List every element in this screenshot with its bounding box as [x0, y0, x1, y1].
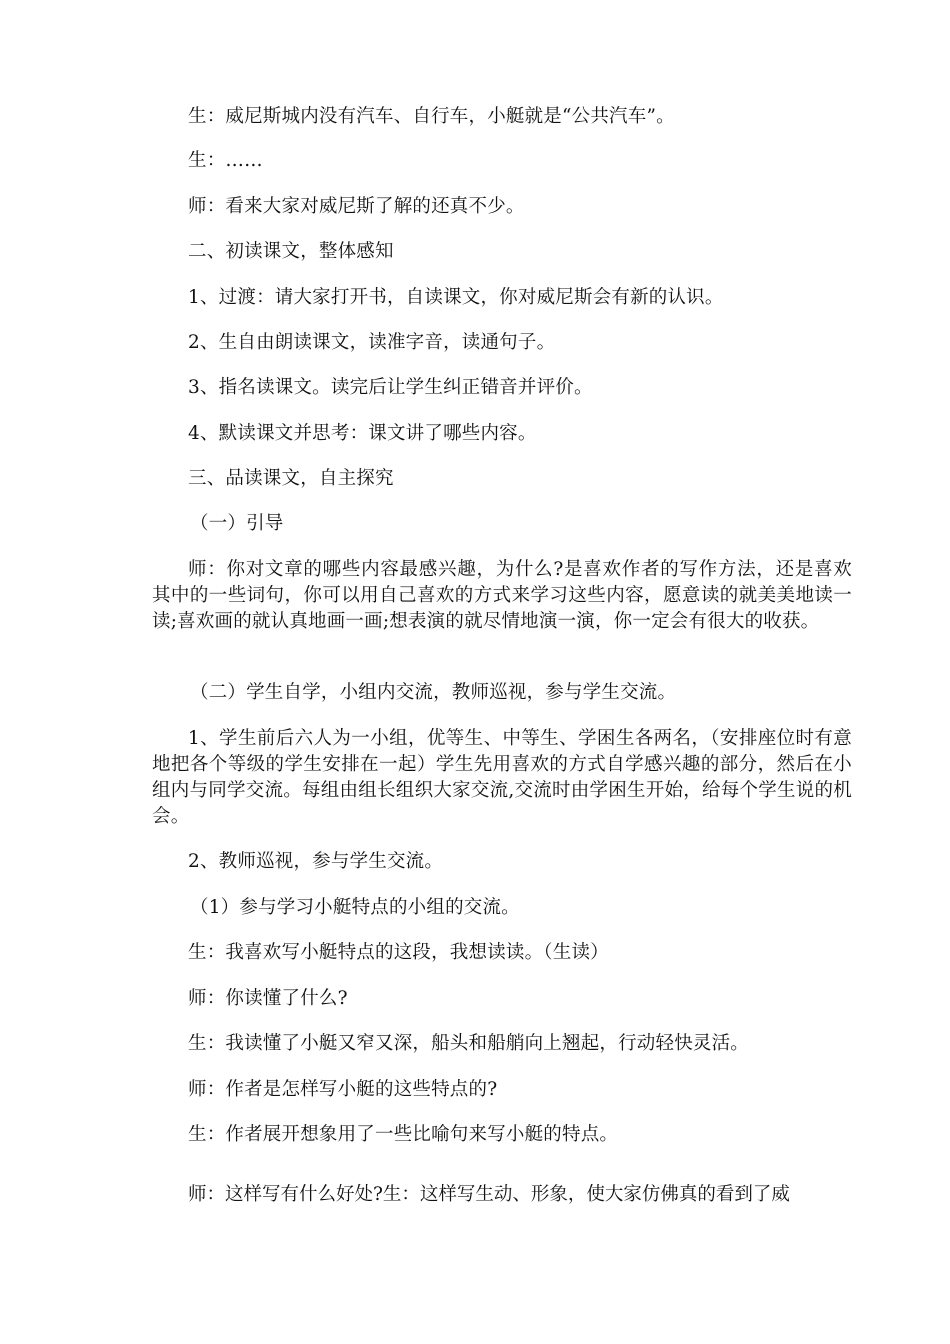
paragraph-15: 师：作者是怎样写小艇的这些特点的?: [188, 1079, 498, 1100]
subsection-heading-1: （一）引导: [190, 513, 284, 534]
paragraph-5: 2、生自由朗读课文，读准字音，读通句子。: [188, 332, 556, 353]
paragraph-16: 生：作者展开想象用了一些比喻句来写小艇的特点。: [188, 1124, 619, 1145]
paragraph-3: 师：看来大家对威尼斯了解的还真不少。: [188, 196, 525, 217]
paragraph-10: 2、教师巡视，参与学生交流。: [188, 851, 444, 872]
section-heading-2: 二、初读课文，整体感知: [188, 241, 394, 262]
paragraph-13: 师：你读懂了什么?: [188, 988, 348, 1009]
paragraph-2: 生：……: [188, 150, 263, 171]
paragraph-1: 生：威尼斯城内没有汽车、自行车，小艇就是“公共汽车”。: [188, 106, 675, 127]
paragraph-7: 4、默读课文并思考：课文讲了哪些内容。: [188, 423, 537, 444]
subsection-heading-2: （二）学生自学，小组内交流，教师巡视，参与学生交流。: [190, 682, 677, 703]
paragraph-6: 3、指名读课文。读完后让学生纠正错音并评价。: [188, 377, 593, 398]
paragraph-12: 生：我喜欢写小艇特点的这段，我想读读。（生读）: [188, 942, 609, 963]
paragraph-9: 1、学生前后六人为一小组，优等生、中等生、学困生各两名，（安排座位时有意地把各个等级的学生安排在一起）学生先用喜欢的方式自学感兴趣的部分，然后在小组内与同学交流。每组由组长组织大家交流,交流时由学困生开始，给每个学生说的机会。: [152, 728, 852, 827]
paragraph-14: 生：我读懂了小艇又窄又深，船头和船艄向上翘起，行动轻快灵活。: [188, 1033, 750, 1054]
paragraph-4: 1、过渡：请大家打开书，自读课文，你对威尼斯会有新的认识。: [188, 287, 724, 308]
paragraph-8: 师：你对文章的哪些内容最感兴趣，为什么?是喜欢作者的写作方法，还是喜欢其中的一些词句，你可以用自己喜欢的方式来学习这些内容，愿意读的就美美地读一读;喜欢画的就认真地画一画;想表演的就尽情地演一演，你一定会有很大的收获。: [152, 559, 852, 632]
paragraph-11: （1）参与学习小艇特点的小组的交流。: [190, 897, 520, 918]
paragraph-17: 师：这样写有什么好处?生：这样写生动、形象，使大家仿佛真的看到了威: [188, 1184, 790, 1205]
section-heading-3: 三、品读课文，自主探究: [188, 468, 394, 489]
